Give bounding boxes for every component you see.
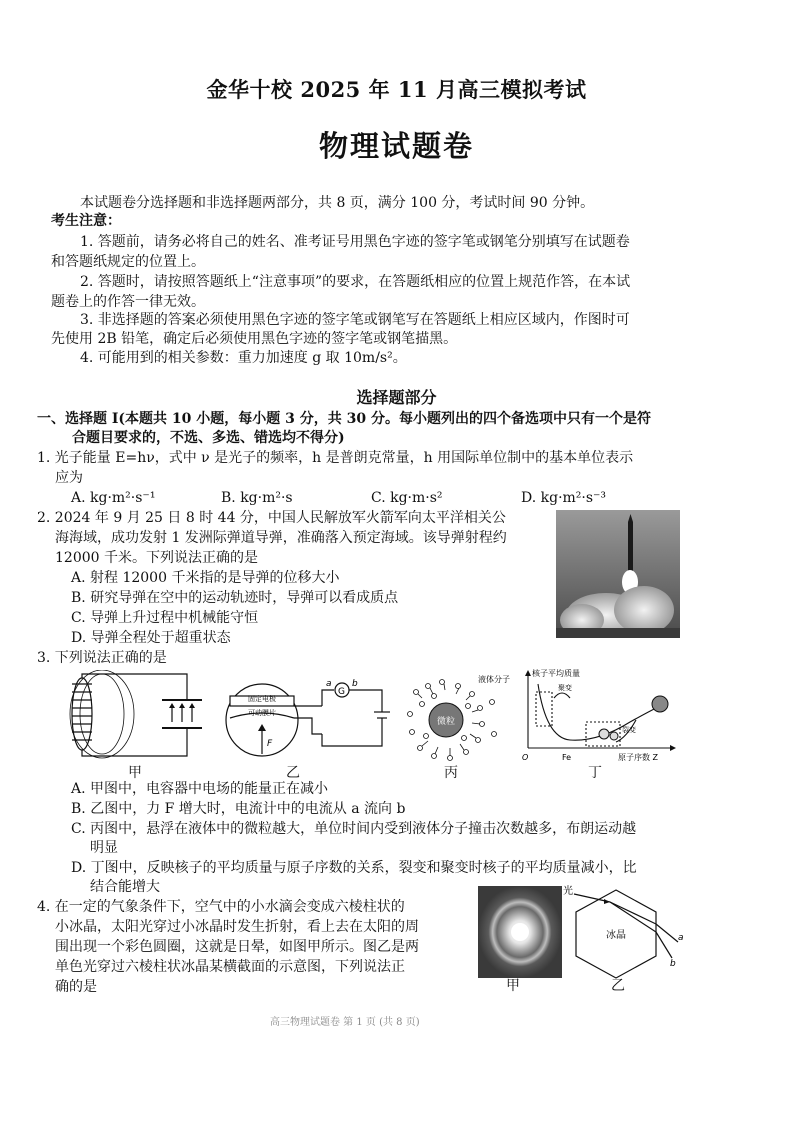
q3-figure-ding: [518, 668, 678, 768]
q3-ding-fission: 裂变: [622, 726, 636, 734]
q3-yi-a-label: a: [326, 679, 332, 689]
q4-light-label: 光: [563, 886, 573, 897]
intro-text: 本试题卷分选择题和非选择题两部分，共 8 页，满分 100 分，考试时间 90 分钟。: [80, 195, 595, 211]
q3-yi-b-label: b: [352, 679, 358, 689]
q3-yi-galvanometer-label: G: [338, 687, 345, 697]
q3-option-c-cont: 明显: [90, 840, 118, 856]
q3-ding-origin: O: [522, 753, 529, 762]
q4-stem: 4. 在一定的气象条件下，空气中的小水滴会变成六棱柱状的: [37, 899, 405, 915]
q1-option-c: C. kg·m·s²: [371, 490, 443, 506]
notice-item-3: 3. 非选择题的答案必须使用黑色字迹的签字笔或钢笔写在答题纸上相应区域内，作图时可: [80, 312, 630, 328]
q3-option-a: A. 甲图中，电容器中电场的能量正在减小: [71, 781, 329, 797]
q4-ray-a-label: a: [678, 933, 684, 943]
q3-figure-jia: [62, 670, 202, 765]
section-title: 选择题部分: [356, 388, 437, 407]
q4-ice-crystal-diagram: [560, 884, 690, 984]
q3-option-b: B. 乙图中，力 F 增大时，电流计中的电流从 a 流向 b: [71, 801, 406, 817]
q4-stem-cont1: 小冰晶，太阳光穿过小冰晶时发生折射，看上去在太阳的周: [55, 919, 419, 935]
q3-fig-ding-label: 丁: [588, 765, 602, 781]
q3-yi-force-label: F: [267, 739, 273, 749]
q1-option-d: D. kg·m²·s⁻³: [521, 490, 607, 506]
q3-bing-particle-label: 微粒: [436, 717, 456, 727]
q4-ice-label: 冰晶: [606, 930, 626, 941]
q4-fig-yi-label: 乙: [611, 978, 625, 994]
q4-stem-cont4: 确的是: [55, 979, 97, 995]
q4-ray-b-label: b: [670, 959, 676, 969]
notice-item-1: 1. 答题前，请务必将自己的姓名、准考证号用黑色字迹的签字笔或钢笔分别填写在试题卷: [80, 234, 630, 250]
notice-heading: 考生注意：: [51, 213, 121, 229]
missile-launch-photo: [556, 510, 680, 638]
q2-stem-cont1: 海海域，成功发射 1 发洲际弹道导弹，准确落入预定海域。该导弹射程约: [55, 530, 507, 546]
q4-stem-cont3: 单色光穿过六棱柱状冰晶某横截面的示意图，下列说法正: [55, 959, 405, 975]
q1-stem: 1. 光子能量 E=hν，式中 ν 是光子的频率，h 是普朗克常量，h 用国际单位制中的基本单位表示: [37, 450, 634, 466]
q3-ding-fusion: 聚变: [558, 684, 572, 692]
notice-item-2: 2. 答题时，请按照答题纸上“注意事项”的要求，在答题纸相应的位置上规范作答，在本试: [80, 274, 631, 290]
q2-option-b: B. 研究导弹在空中的运动轨迹时，导弹可以看成质点: [71, 590, 399, 606]
q2-option-a: A. 射程 12000 千米指的是导弹的位移大小: [71, 570, 340, 586]
notice-item-4: 4. 可能用到的相关参数：重力加速度 g 取 10m/s²。: [80, 350, 407, 366]
q4-stem-cont2: 围出现一个彩色圆圈，这就是日晕，如图甲所示。图乙是两: [55, 939, 419, 955]
q3-fig-jia-label: 甲: [128, 765, 142, 781]
q3-bing-molecule-label: 液体分子: [478, 675, 510, 684]
q3-ding-ylabel: 核子平均质量: [532, 669, 580, 678]
q2-stem: 2. 2024 年 9 月 25 日 8 时 44 分，中国人民解放军火箭军向太平洋相关公: [37, 510, 506, 526]
page-footer: 高三物理试题卷 第 1 页 (共 8 页): [270, 1017, 420, 1028]
q3-ding-xlabel: 原子序数 Z: [618, 753, 659, 762]
q4-sun-halo-photo: [478, 886, 562, 978]
q3-yi-fixed-electrode-label: 固定电极: [248, 695, 276, 703]
q3-stem: 3. 下列说法正确的是: [37, 650, 167, 666]
notice-item-3-cont: 先使用 2B 铅笔，确定后必须使用黑色字迹的签字笔或钢笔描黑。: [51, 331, 458, 347]
q1-stem-cont: 应为: [55, 470, 83, 486]
q1-option-b: B. kg·m²·s: [221, 490, 293, 506]
notice-item-2-cont: 题卷上的作答一律无效。: [51, 294, 205, 310]
q2-option-d: D. 导弹全程处于超重状态: [71, 630, 231, 646]
q3-ding-fe: Fe: [562, 753, 572, 762]
notice-item-1-cont: 和答题纸规定的位置上。: [51, 254, 205, 270]
q3-fig-yi-label: 乙: [286, 765, 300, 781]
q3-figure-bing: [404, 672, 514, 764]
q3-option-d: D. 丁图中，反映核子的平均质量与原子序数的关系，裂变和聚变时核子的平均质量减小，比: [71, 860, 637, 876]
exam-title: 金华十校 2025 年 11 月高三模拟考试: [206, 77, 587, 102]
q3-fig-bing-label: 丙: [444, 765, 458, 781]
q1-option-a: A. kg·m²·s⁻¹: [71, 490, 156, 506]
q2-stem-cont2: 12000 千米。下列说法正确的是: [55, 550, 258, 566]
q3-figure-yi: [222, 676, 392, 766]
part1-instructions-cont: 合题目要求的，不选、多选、错选均不得分): [72, 430, 345, 446]
q3-option-c: C. 丙图中，悬浮在液体中的微粒越大，单位时间内受到液体分子撞击次数越多，布朗运动越: [71, 821, 637, 837]
paper-title: 物理试题卷: [318, 129, 474, 163]
q3-option-d-cont: 结合能增大: [90, 879, 160, 895]
q2-option-c: C. 导弹上升过程中机械能守恒: [71, 610, 259, 626]
part1-instructions: 一、选择题 Ⅰ(本题共 10 小题，每小题 3 分，共 30 分。每小题列出的四个备选项中只有一个是符: [37, 411, 651, 427]
q4-fig-jia-label: 甲: [506, 978, 520, 994]
q3-yi-membrane-label: 可动膜片: [248, 709, 276, 717]
